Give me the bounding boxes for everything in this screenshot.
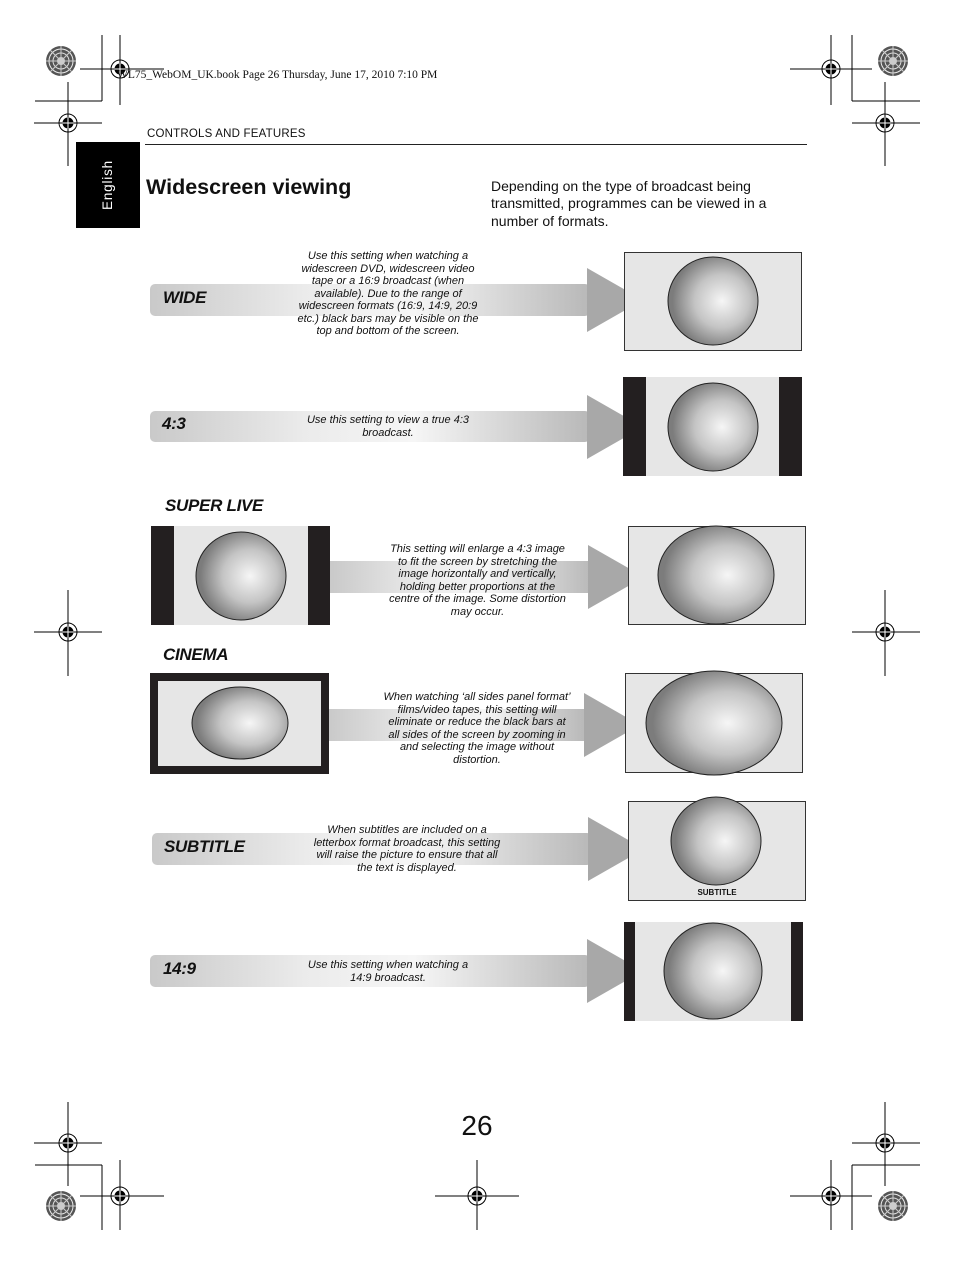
cinema-description: When watching ‘all sides panel format’ films/video tapes, this setting will eliminate or reduce the black bars at all sides of the screen by zooming in and selecting the image without distortion. [383,691,571,766]
intro-text: Depending on the type of broadcast being transmitted, programmes can be viewed in a number of formats. [491,178,767,229]
mode-label-cinema: CINEMA [163,645,229,664]
cinema-input-screen [150,673,329,774]
subtitle-screen-caption: SUBTITLE [697,888,737,897]
mode-label-super-live: SUPER LIVE [165,496,264,515]
subtitle-description: When subtitles are included on a letterbox format broadcast, this setting will raise the picture to ensure that all the text is displayed. [313,824,501,874]
wide-screen [625,253,802,351]
section-label: CONTROLS AND FEATURES [147,128,306,140]
super-live-input-screen [151,526,330,625]
print-info: WL75_WebOM_UK.book Page 26 Thursday, June 17, 2010 7:10 PM [117,69,438,81]
language-tab-label: English [100,160,115,210]
mode-label-4-3: 4:3 [162,414,186,433]
mode-label-14-9: 14:9 [163,959,196,978]
page-title: Widescreen viewing [146,175,352,199]
page-number: 26 [461,1110,493,1141]
14-9-description: Use this setting when watching a 14:9 broadcast. [307,959,469,984]
super-live-description: This setting will enlarge a 4:3 image to fit the screen by stretching the image horizontally and vertically, holding better proportions at the centre of the image. Some distortion may occur. [389,543,566,618]
subtitle-screen [629,797,806,901]
wide-description: Use this setting when watching a widescreen DVD, widescreen video tape or a 16:9 broadcast (when available). Due to the range of widescreen formats (16:9, 14:9, 20:9 etc.) black bars may be visible on the top and bottom of the screen. [297,250,479,337]
4-3-description: Use this setting to view a true 4:3 broadcast. [306,414,470,439]
subtitle-screen-caption-wrap [628,888,806,900]
14-9-screen [624,922,803,1021]
mode-label-subtitle: SUBTITLE [164,837,245,856]
mode-label-wide: WIDE [163,288,207,307]
4-3-screen [623,377,802,476]
cinema-output-screen [626,671,803,775]
super-live-output-screen [629,526,806,625]
